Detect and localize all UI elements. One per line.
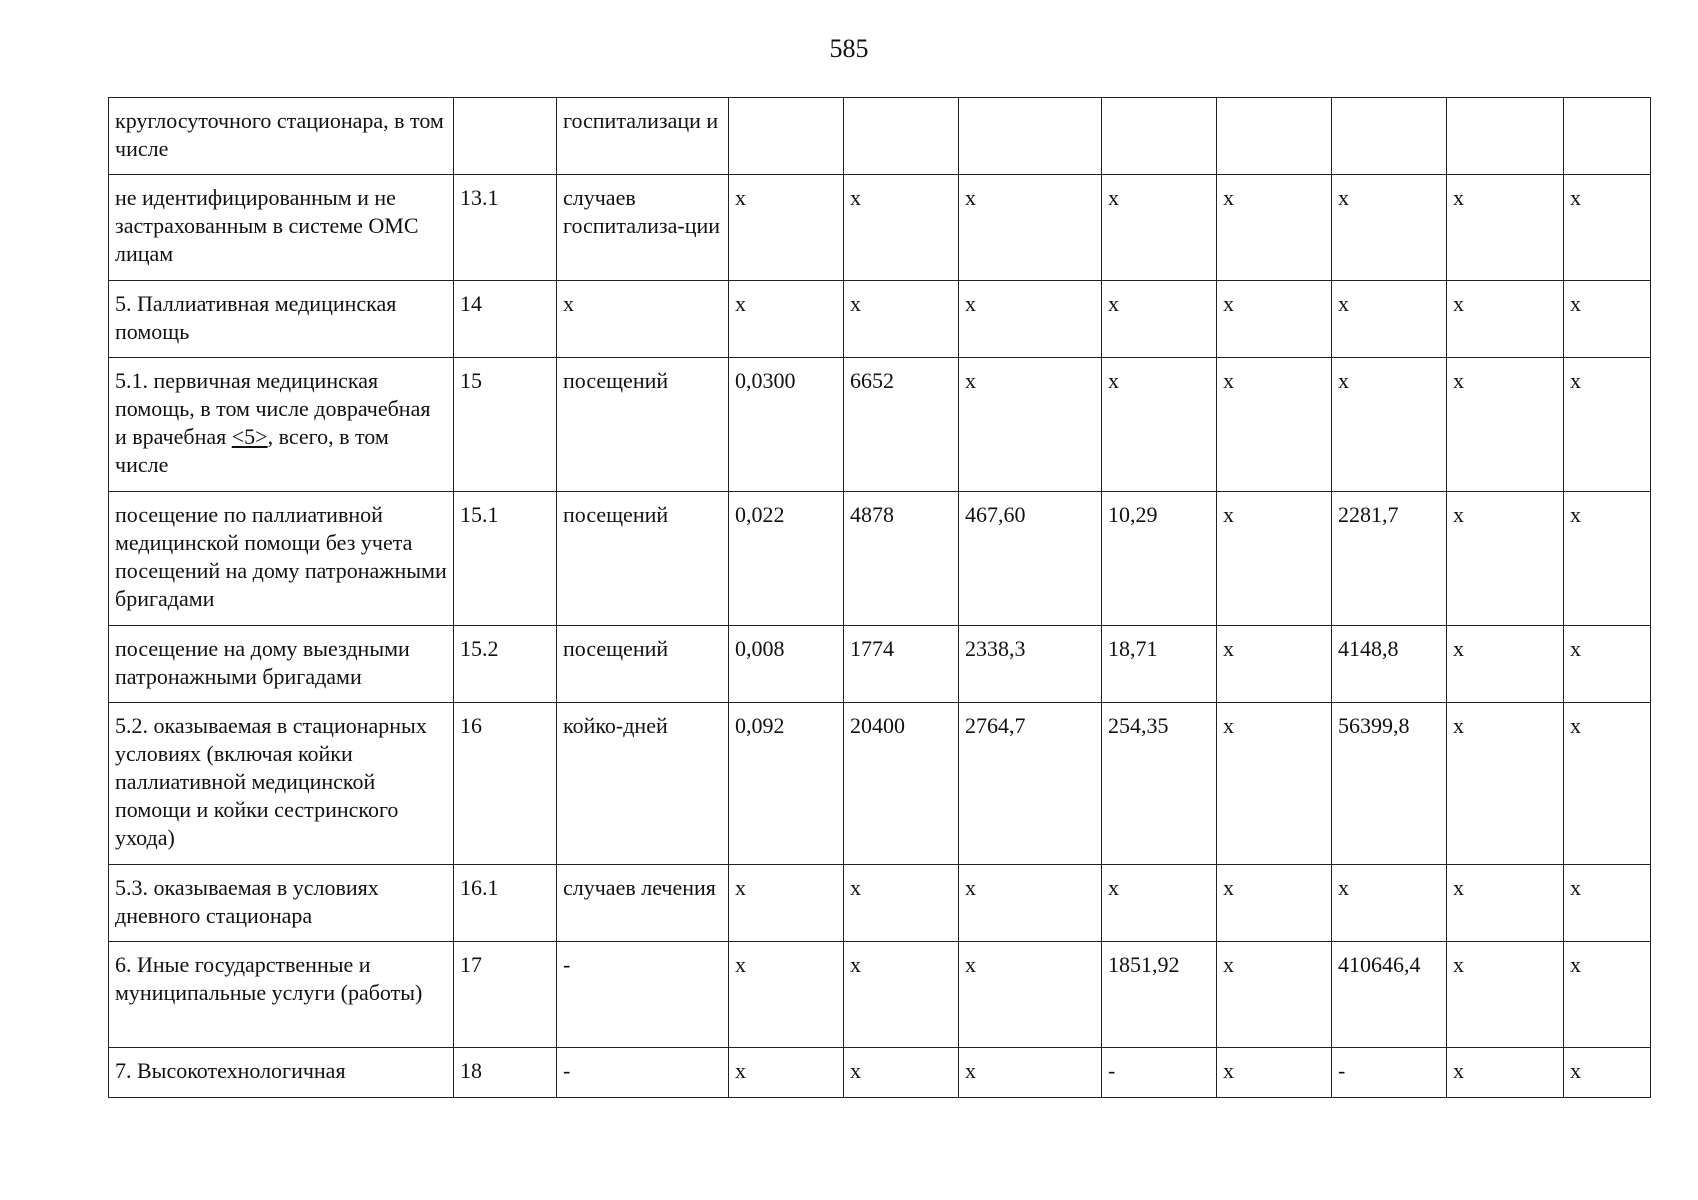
cell-value: х [959,358,1102,492]
table-row [109,703,1651,865]
cell-code: 17 [454,942,557,1048]
cell-value: х [1447,626,1564,703]
cell-value: х [1332,865,1447,942]
cell-value: х [1332,358,1447,492]
cell-value: х [1217,703,1332,865]
cell-value: 0,0300 [729,358,844,492]
cell-name [109,358,454,492]
cell-value: х [1217,175,1332,281]
cell-value [1102,98,1217,175]
cell-value: 56399,8 [1332,703,1447,865]
cell-value: х [1102,358,1217,492]
cell-unit: посещений [557,358,729,492]
cell-value: х [959,175,1102,281]
cell-value: - [1102,1048,1217,1098]
cell-value: - [1332,1048,1447,1098]
cell-value: х [1564,175,1651,281]
cell-name: круглосуточного стационара, в том числе [109,98,454,175]
cell-code: 13.1 [454,175,557,281]
cell-code: 15 [454,358,557,492]
table-row [109,492,1651,626]
cell-unit: - [557,1048,729,1098]
page-number: 585 [829,34,869,63]
cell-value: х [959,281,1102,358]
cell-name: 5.3. оказываемая в условиях дневного стационара [109,865,454,942]
table-row [109,1048,1651,1098]
cell-value: х [1102,281,1217,358]
data-table [108,97,1651,1098]
cell-value: х [1217,358,1332,492]
cell-code: 14 [454,281,557,358]
table-row [109,98,1651,175]
cell-value: х [1564,492,1651,626]
cell-value: х [1447,281,1564,358]
cell-value: х [1447,865,1564,942]
cell-value [1447,98,1564,175]
cell-value: 18,71 [1102,626,1217,703]
cell-value: х [1217,865,1332,942]
table-row [109,175,1651,281]
table-row [109,865,1651,942]
cell-unit: случаев госпитализа-ции [557,175,729,281]
cell-value: 467,60 [959,492,1102,626]
cell-value: х [844,175,959,281]
cell-value: х [729,865,844,942]
cell-value: х [1564,626,1651,703]
cell-name: посещение по паллиативной медицинской помощи без учета посещений на дому патронажными бригадами [109,492,454,626]
cell-value: х [1447,1048,1564,1098]
cell-name: 5. Паллиативная медицинская помощь [109,281,454,358]
cell-value: х [1447,703,1564,865]
cell-value: х [1447,175,1564,281]
cell-value: х [729,1048,844,1098]
cell-value: 2281,7 [1332,492,1447,626]
cell-value [1564,98,1651,175]
cell-name-text: 5.1. первичная медицинская помощь, в том числе доврачебная и врачебная [115,368,431,449]
table-row [109,358,1651,492]
cell-value: х [1217,281,1332,358]
cell-name: посещение на дому выездными патронажными бригадами [109,626,454,703]
cell-unit: посещений [557,492,729,626]
cell-value: х [959,1048,1102,1098]
footnote-link[interactable]: <5> [231,424,268,449]
cell-value: 254,35 [1102,703,1217,865]
cell-value: 0,092 [729,703,844,865]
cell-value: х [1564,703,1651,865]
table-row [109,626,1651,703]
cell-value: 4878 [844,492,959,626]
cell-value: х [1564,358,1651,492]
cell-value: х [1447,942,1564,1048]
cell-code: 16.1 [454,865,557,942]
cell-name: 7. Высокотехнологичная [109,1048,454,1098]
cell-name: не идентифицированным и не застрахованным в системе ОМС лицам [109,175,454,281]
cell-value: х [1332,281,1447,358]
cell-value: х [729,175,844,281]
cell-value: х [1217,942,1332,1048]
cell-code: 18 [454,1048,557,1098]
cell-value: х [844,942,959,1048]
cell-unit: посещений [557,626,729,703]
cell-value: х [844,281,959,358]
cell-name: 6. Иные государственные и муниципальные услуги (работы) [109,942,454,1048]
cell-value: 6652 [844,358,959,492]
cell-value: 410646,4 [1332,942,1447,1048]
cell-code: 15.2 [454,626,557,703]
cell-value [959,98,1102,175]
cell-value: 0,008 [729,626,844,703]
cell-value: х [1217,626,1332,703]
cell-value [844,98,959,175]
cell-value: 2338,3 [959,626,1102,703]
cell-value: х [1564,1048,1651,1098]
cell-value: х [1217,492,1332,626]
cell-value: х [844,865,959,942]
cell-value: х [1447,492,1564,626]
cell-unit: - [557,942,729,1048]
cell-unit: койко-дней [557,703,729,865]
cell-value: 4148,8 [1332,626,1447,703]
cell-value: 10,29 [1102,492,1217,626]
cell-value [729,98,844,175]
cell-name: 5.2. оказываемая в стационарных условиях (включая койки паллиативной медицинской помощи и койки сестринского ухода) [109,703,454,865]
cell-value: х [729,942,844,1048]
cell-value: х [1564,865,1651,942]
cell-value: х [1447,358,1564,492]
cell-value: х [1564,281,1651,358]
cell-unit: х [557,281,729,358]
cell-value: х [1217,1048,1332,1098]
cell-value: х [844,1048,959,1098]
cell-code: 15.1 [454,492,557,626]
cell-value: х [959,865,1102,942]
cell-value [1217,98,1332,175]
cell-value [1332,98,1447,175]
cell-unit: госпитализаци и [557,98,729,175]
cell-value: х [1102,865,1217,942]
cell-value: х [729,281,844,358]
cell-value: 1774 [844,626,959,703]
cell-unit: случаев лечения [557,865,729,942]
cell-value: 2764,7 [959,703,1102,865]
cell-name-tail: , всего, в том числе [115,424,389,477]
cell-value: 20400 [844,703,959,865]
cell-value: х [959,942,1102,1048]
cell-value: х [1564,942,1651,1048]
cell-code: 16 [454,703,557,865]
cell-code [454,98,557,175]
table-row [109,281,1651,358]
cell-value: 1851,92 [1102,942,1217,1048]
cell-value: х [1102,175,1217,281]
cell-value: х [1332,175,1447,281]
table-row [109,942,1651,1048]
cell-value: 0,022 [729,492,844,626]
